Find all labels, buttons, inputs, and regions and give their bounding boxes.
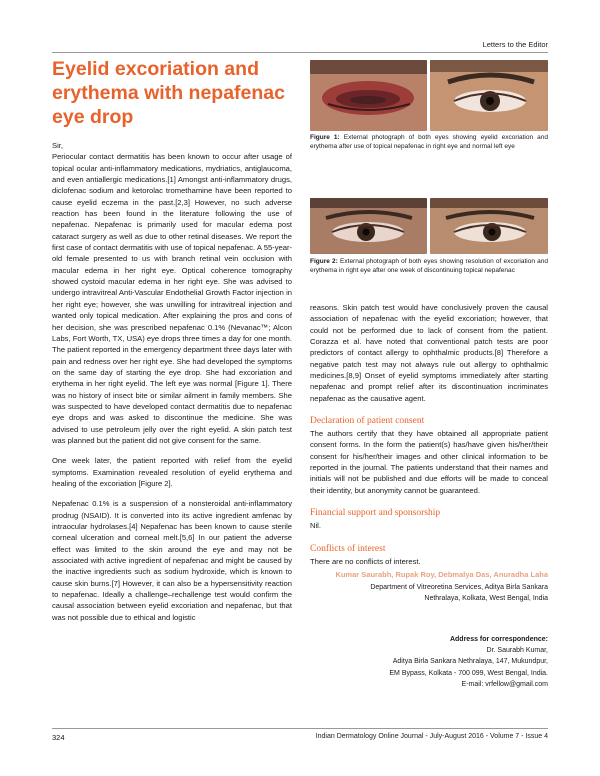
correspondence-line-1: Aditya Birla Sankara Nethralaya, 147, Mukundpur,	[392, 658, 548, 666]
affiliation-line-2: Nethralaya, Kolkata, West Bengal, India	[424, 595, 548, 602]
figure-1-right-eye-photo	[310, 60, 427, 131]
figure-2-left-eye-photo	[430, 198, 548, 254]
article-title: Eyelid excoriation and erythema with nepafenac eye drop	[52, 58, 285, 128]
figure-1-caption	[310, 134, 548, 151]
paragraph-1: Periocular contact dermatitis has been known to occur after usage of topical ocular anti-inflammatory medications, mydriatics, antiglaucoma, and even antiallergic medications.[1] Amongst anti-inflammatory drugs, diclofenac sodium and ketorolac tromethamine have been reported to cause eyelid eczema in the past.[2,3] However, no such adverse reaction has been found in the literature following the use of nepafenac. Nepafenac is primarily used for macular edema post cataract surgery as well as due to other retinal diseases. We report the first case of contact dermatitis with use of topical nepafenac. A 55-year-old female presented to us with branch retinal vein occlusion with macular edema in her right eye. Optical coherence tomography showed cystoid macular edema in her right eye. She was advised to undergo intravitreal Anti-Vascular Endothelial Growth Factor injection in her right eye; however, she was unwilling for intravitreal injection and wanted only topical medication. After explaining the pros and cons of her decision, she was prescribed nepafenac 0.1% (Nevanac™; Alcon Labs, Fort Worth, TX, USA) eye drops three times a day for one month. The patient reported in the emergency department three days later with pain and redness over her right eye. She had developed the symptoms on the same day of starting the eye drop. She had excoriation and erythema in her right eyelid. The left eye was normal [Figure 1]. There was no history of insect bite or similar ailment in family members. She was suspected to have developed contact dermatitis due to nepafenac eye drops and was asked to discontinue the medicine. She was advised to use petroleum jelly over the right eyelid. A skin patch test was planned but the patient did not give consent for the same.	[52, 152, 292, 445]
running-header: Letters to the Editor	[482, 40, 548, 49]
figure-1-label: Figure 1:	[310, 134, 340, 141]
page-number: 324	[52, 733, 65, 742]
figure-2-label: Figure 2:	[310, 258, 338, 265]
figure-1-left-eye-photo	[430, 60, 548, 131]
journal-citation: Indian Dermatology Online Journal - July-August 2016 - Volume 7 - Issue 4	[315, 733, 548, 740]
footer-divider	[52, 728, 548, 729]
figure-2-right-eye-photo	[310, 198, 427, 254]
figure-2-caption-text: External photograph of both eyes showing resolution of excoriation and erythema in right eye after one week of discontinuing topical nepafenac	[310, 258, 549, 274]
author-list: Kumar Saurabh, Rupak Roy, Debmalya Das, Anuradha Laha	[335, 570, 548, 579]
consent-heading: Declaration of patient consent	[310, 416, 425, 427]
figure-1-image	[310, 60, 548, 131]
correspondence-email[interactable]: E-mail: vrfellow@gmail.com	[461, 680, 548, 688]
consent-text: The authors certify that they have obtained all appropriate patient consent forms. In the form the patient(s) has/have given his/her/their consent for his/her/their images and other clinical information to be reported in the journal. The patients understand that their names and initials will not be published and due efforts will be made to conceal their identity, but anonymity cannot be guaranteed.	[310, 429, 548, 495]
paragraph-4: reasons. Skin patch test would have conclusively proven the causal association of nepafenac with the eyelid excoriation; however, that could not be performed due to lack of consent from the patient. Corazza et al. have noted that conventional patch tests are poor predictors of contact allergy to ophthalmic products.[8] Therefore a negative patch test may not always rule out allergy to ophthalmic medicines.[8,9] Onset of eyelid symptoms immediately after starting nepafenac and prompt relief after its discontinuation incriminates nepafenac as the causative agent.	[310, 303, 548, 403]
correspondence-label: Address for correspondence:	[449, 636, 548, 643]
header-divider	[52, 52, 548, 53]
salutation: Sir,	[52, 141, 63, 150]
correspondence-name: Dr. Saurabh Kumar,	[486, 647, 548, 655]
funding-text: Nil.	[310, 521, 321, 531]
figure-2-caption	[310, 258, 548, 275]
figure-1-caption-text: External photograph of both eyes showing eyelid excoriation and erythema after use of topical nepafenac in right eye and normal left eye	[310, 134, 548, 150]
correspondence-line-2: EM Bypass, Kolkata - 700 099, West Bengal, India.	[389, 669, 548, 677]
right-column	[310, 302, 548, 567]
paragraph-3: Nepafenac 0.1% is a suspension of a nonsteroidal anti-inflammatory prodrug (NSAID). It is converted into its active ingredient amfenac by intraocular hydrolases.[4] Nepafenac has been known to cause sterile corneal ulceration and corneal melt.[5,6] In our patient the adverse effect was limited to the skin around the eye and may not be associated with active ingredient of nepafenac and might be caused by the inactive ingredients such as sodium hydroxide, which is known to cause skin burns.[7] However, it can also be a hypersensitivity reaction to nepafenac. Ideally a challenge–rechallenge test would confirm the causal association between eyelid excoriation and nepafenac, but that was not possible due to ethical and logistic	[52, 499, 292, 622]
figure-2-image	[310, 198, 548, 254]
conflicts-text: There are no conflicts of interest.	[310, 556, 421, 566]
funding-heading: Financial support and sponsorship	[310, 508, 441, 519]
left-column	[52, 140, 292, 623]
paragraph-2: One week later, the patient reported with relief from the eyelid symptoms. Examination revealed resolution of eyelid erythema and healing of the excoriation [Figure 2].	[52, 456, 292, 488]
affiliation	[310, 582, 548, 604]
conflicts-heading: Conflicts of interest	[310, 543, 386, 554]
affiliation-line-1: Department of Vitreoretina Services, Aditya Birla Sankara	[370, 584, 548, 591]
correspondence-address	[310, 634, 548, 690]
